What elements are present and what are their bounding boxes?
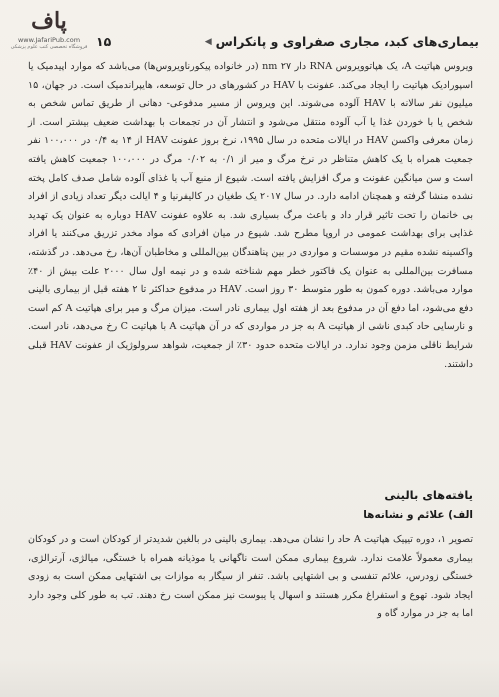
publisher-logo [6, 6, 92, 60]
page-shadow [0, 657, 499, 697]
body-text-block-2 [28, 531, 473, 624]
page-number: ۱۵ [96, 34, 112, 49]
subsection-heading: الف) علائم و نشانه‌ها [363, 509, 473, 521]
paragraph-symptoms: تصویر ۱، دوره تیپیک هپاتیت A حاد را نشان می‌دهد. بیماری بالینی در بالغین شدیدتر از کودکان است و در کودکان بیماری معمولاً علامت ندارد. شروع بیماری ممکن است ناگهانی یا موذیانه همراه با خستگی، میالژی، آرترالژی، خستگی زودرس، علائم تنفسی و بی اشتهایی باشد. تنفر از سیگار به موازات بی اشتهایی ممکن است به زودی ایجاد شود. تهوع و استفراغ مکرر هستند و اسهال یا یبوست نیز ممکن است رخ دهند. تب به طور کلی وجود دارد اما به جز در موارد گاه و [28, 534, 473, 620]
section-heading: یافته‌های بالینی [384, 488, 473, 502]
logo-tagline: فروشگاه تخصصی کتب علوم پزشکی [10, 44, 88, 50]
logo-site-url: www.JafariPub.com [17, 36, 81, 44]
running-header [92, 34, 479, 49]
arrow-icon: ◀ [204, 36, 212, 47]
header-title: بیماری‌های کبد، مجاری صفراوی و پانکراس [215, 34, 479, 49]
paragraph-hav-intro: ویروس هپاتیت A، یک هپاتوویروس RNA دار ۲۷ nm (در خانواده پیکورناویروس‌ها) می‌باشد که موارد اپیدمیک یا اسپورادیک هپاتیت را ایجاد می‌کند. عفونت با HAV در کشورهای در حال توسعه، هایپراندمیک است. در جهان، ۱۵ میلیون نفر سالانه با HAV آلوده می‌شوند. این ویروس از مسیر مدفوعی- دهانی از طریق تماس شخص به شخص یا با خوردن غذا یا آب آلوده منتقل می‌شود و انتشار آن در تجمعات با بهداشت ضعیف بیشتر است. از زمان معرفی واکسن HAV در ایالات متحده در سال ۱۹۹۵، نرخ بروز عفونت HAV از ۱۴ به ۰/۴ در ۱۰۰،۰۰۰ نفر جمعیت همراه با یک کاهش متناظر در نرخ مرگ و میر از ۰/۱ به ۰/۰۲ مرگ در ۱۰۰،۰۰۰ جمعیت کاهش یافته است و سن میانگین عفونت و مرگ افزایش یافته است. شیوع از منبع آب یا غذای آلوده شامل صدف کامل پخته نشده منشا گرفته و همچنان ادامه دارد. در سال ۲۰۱۷ یک طغیان در کالیفرنیا و ۴ ایالت دیگر تعداد زیادی از افراد بی خانمان را تحت تاثیر قرار داد و باعث مرگ بسیاری شد. به علاوه عفونت HAV دوباره به عنوان یک تهدید غذایی برای بهداشت عمومی در اروپا مطرح شد. شیوع در میان افرادی که مواد مخدر تزریق می‌کنند یا افراد واکسینه نشده مقیم در موسسات و مواردی در بین پناهندگان بین‌المللی و مخاطبان آن‌ها، رخ می‌دهد. در گذشته، مسافرت بین‌المللی به عنوان یک فاکتور خطر مهم شناخته شده و در نیمه اول سال ۲۰۰۰ علت بیش از ۴۰٪ موارد می‌باشد. دوره کمون به طور متوسط ۳۰ روز است. HAV در مدفوع حداکثر تا ۲ هفته قبل از بیماری بالینی دفع می‌شود، اما دفع آن در مدفوع بعد از هفته اول بیماری نادر است. میزان مرگ و میر برای هپاتیت A کم است و نارسایی حاد کبدی ناشی از هپاتیت A به جز در مواردی که در آن هپاتیت A با هپاتیت C رخ می‌دهد، نادر است. شرایط ناقلی مزمن وجود ندارد. در ایالات متحده حدود ۳۰٪ از جمعیت، شواهد سرولوژیک از عفونت HAV قبلی داشتند. [28, 61, 474, 370]
body-text-block-1 [28, 58, 473, 374]
logo-mark: پاف [31, 8, 67, 34]
